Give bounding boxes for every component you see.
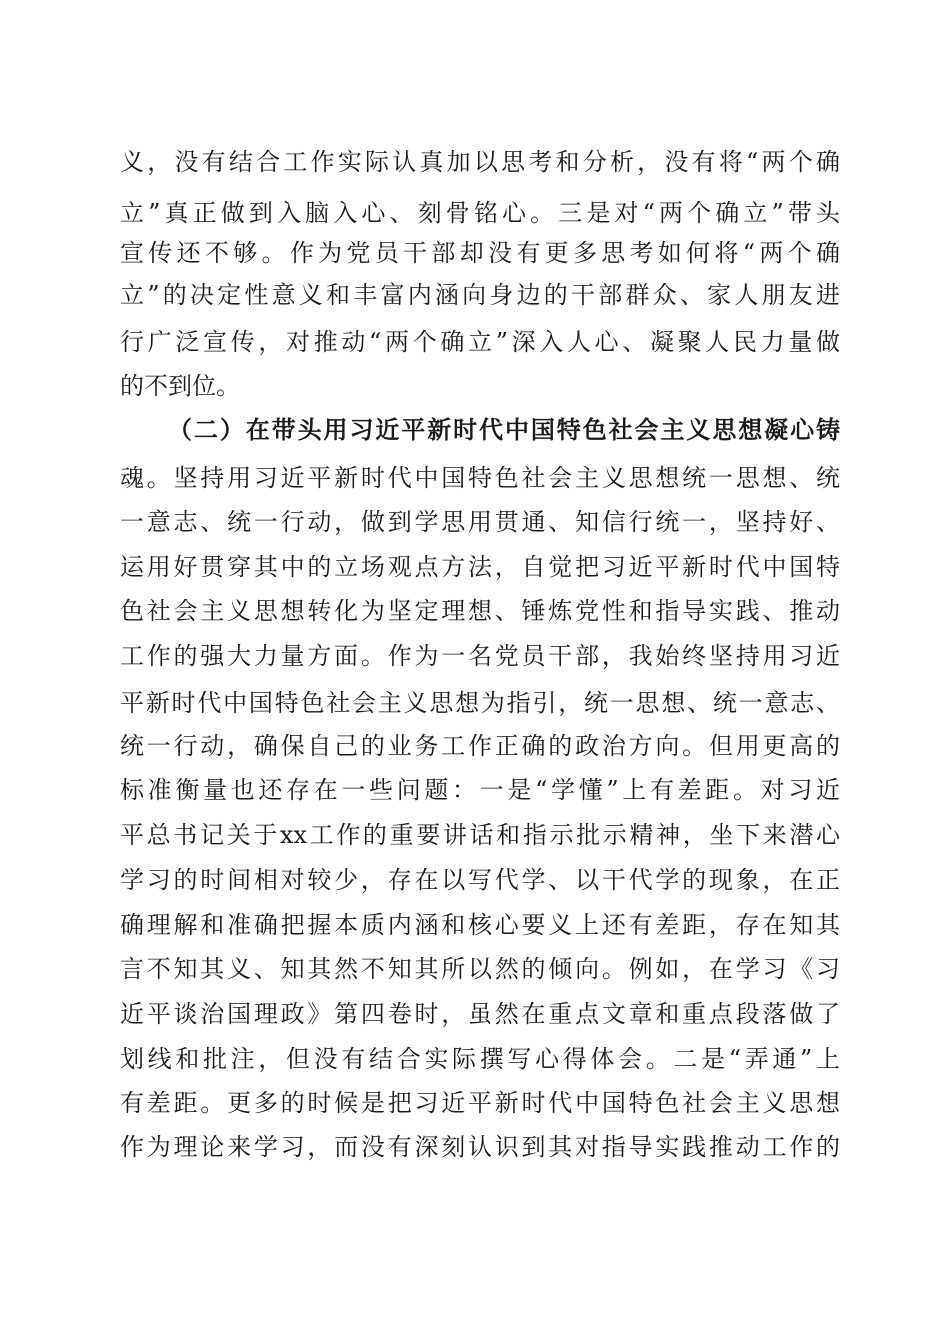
body-text-line: 行广泛宣传，对推动“两个确立”深入人心、凝聚人民力量做 [120, 328, 840, 356]
body-text-line: 立”的决定性意义和丰富内涵向身边的干部群众、家人朋友进 [120, 281, 840, 309]
body-text-line: 的不到位。 [120, 372, 240, 400]
body-text-line: 工作的强大力量方面。作为一名党员干部，我始终坚持用习近 [120, 642, 840, 670]
body-text-line: 有差距。更多的时候是把习近平新时代中国特色社会主义思想 [120, 1089, 840, 1117]
body-text-line: 学习的时间相对较少，存在以写代学、以干代学的现象，在正 [120, 866, 840, 894]
body-text-line: 一意志、统一行动，做到学思用贯通、知信行统一，坚持好、 [120, 508, 840, 536]
body-text-line: 言不知其义、知其然不知其所以然的倾向。例如，在学习《习 [120, 955, 840, 983]
body-text-line: 划线和批注，但没有结合实际撰写心得体会。二是“弄通”上 [120, 1045, 840, 1073]
body-text-line: 宣传还不够。作为党员干部却没有更多思考如何将“两个确 [120, 239, 840, 267]
section-heading-line: （二）在带头用习近平新时代中国特色社会主义思想凝心铸 [168, 415, 840, 444]
body-text-line: 立”真正做到入脑入心、刻骨铭心。三是对“两个确立”带头 [120, 199, 840, 227]
body-text-line: 平总书记关于xx工作的重要讲话和指示批示精神，坐下来潜心 [120, 821, 840, 849]
body-text-line: 魂。坚持用习近平新时代中国特色社会主义思想统一思想、统 [120, 464, 840, 492]
body-text-line: 统一行动，确保自己的业务工作正确的政治方向。但用更高的 [120, 732, 840, 760]
body-text-line: 平新时代中国特色社会主义思想为指引，统一思想、统一意志、 [120, 689, 840, 717]
body-text-line: 标准衡量也还存在一些问题：一是“学懂”上有差距。对习近 [120, 776, 840, 804]
body-text-line: 近平谈治国理政》第四卷时，虽然在重点文章和重点段落做了 [120, 1000, 840, 1028]
body-text-line: 作为理论来学习，而没有深刻认识到其对指导实践推动工作的 [120, 1133, 840, 1161]
body-text-line: 确理解和准确把握本质内涵和核心要义上还有差距，存在知其 [120, 911, 840, 939]
body-text-line: 运用好贯穿其中的立场观点方法，自觉把习近平新时代中国特 [120, 553, 840, 581]
body-text-line: 色社会主义思想转化为坚定理想、锤炼党性和指导实践、推动 [120, 597, 840, 625]
body-text-line: 义，没有结合工作实际认真加以思考和分析，没有将“两个确 [120, 148, 840, 176]
